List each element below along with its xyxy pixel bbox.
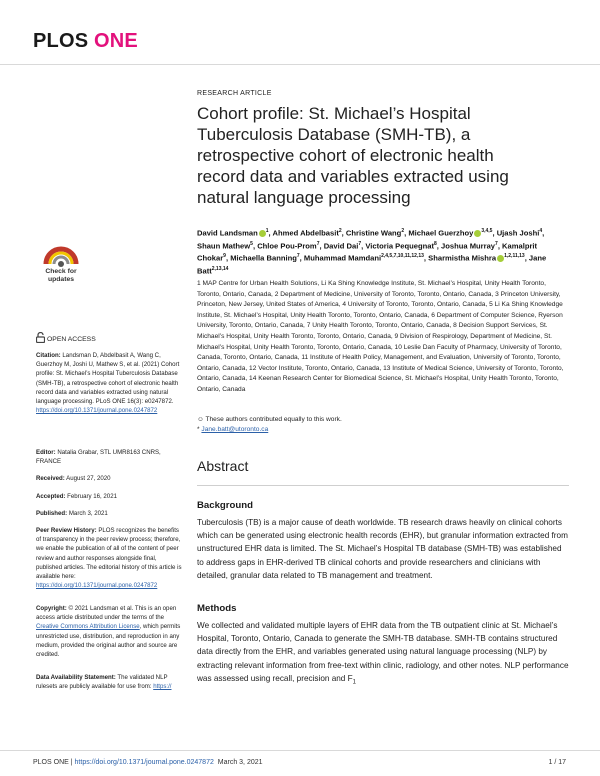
- author-separator: ,: [341, 228, 346, 238]
- author-affiliation-sup: 7: [495, 240, 498, 247]
- author-separator: ,: [299, 254, 304, 263]
- author-affiliation-sup: 4: [539, 228, 543, 234]
- header-divider: [0, 64, 600, 65]
- received-label: Received:: [36, 475, 65, 482]
- author-separator: ,: [436, 241, 441, 251]
- author-separator: ,: [225, 254, 231, 263]
- author-separator: ,: [268, 228, 273, 238]
- author-affiliation-sup: 7: [316, 240, 320, 247]
- citation-label: Citation:: [36, 352, 61, 359]
- author-separator: ,: [524, 254, 529, 263]
- author-name[interactable]: Sharmistha Mishra: [428, 254, 497, 263]
- author-affiliation-sup: 7: [296, 253, 300, 260]
- copyright-label: Copyright:: [36, 605, 67, 612]
- editor-text: Natalia Grabar, STL UMR8163 CNRS, FRANCE: [36, 449, 161, 466]
- open-access-label: OPEN ACCESS: [47, 336, 96, 343]
- published-label: Published:: [36, 510, 68, 517]
- data-availability-label: Data Availability Statement:: [36, 674, 116, 681]
- background-paragraph: Tuberculosis (TB) is a major cause of death worldwide. TB research draws heavily on clinical cohorts which can be generated using electronic health records (EHR), but granular information extracted from unstructured EHR data is limited. The St. Michael’s Hospital TB database (SMH-TB) was established to address gaps in EHR-derived TB clinical cohorts and provide researchers and clinicians with detailed, granular data related to TB management and treatment.: [197, 518, 568, 580]
- author-name[interactable]: Christine Wang: [345, 228, 402, 238]
- author-separator: ,: [404, 228, 409, 238]
- copyright-text-2: , which permits unrestricted use, distribution, and reproduction in any medium, provided the original author and source are credited.: [36, 623, 181, 659]
- footer-separator: |: [70, 759, 73, 766]
- journal-logo[interactable]: [33, 30, 138, 53]
- author-affiliation-sup: 2,4,5,7,10,11,12,13: [381, 253, 424, 260]
- equal-contribution-icon: ☺: [197, 416, 204, 423]
- methods-paragraph: [197, 619, 569, 690]
- affiliations: 1 MAP Centre for Urban Health Solutions, Li Ka Shing Knowledge Institute, St. Michael’s Hospital, Unity Health Toronto, Toronto, Ontario, Canada, 2 Department of Medicine, University of Toronto, Toronto, Ontario, Canada, 3 Princeton University, Princeton, New Jersey, United States of America, 4 University of Toronto, Toronto, Ontario, Canada, 5 Li Ka Shing Knowledge Institute, St. Michael’s Hospital, Unity Health Toronto, Toronto, Ontario, Canada, 6 Department of Computer Science, Ryerson University, Toronto, Ontario, Canada, 7 Unity Health Toronto, Toronto, Ontario, Canada, 8 Decision Support Services, St. Michael’s Hospital, Unity Health Toronto, Toronto, Ontario, Canada, 9 Division of Respirology, Department of Medicine, St. Michael’s Hospital, Unity Health Toronto, Toronto, Ontario, Canada, 10 Leslie Dan Faculty of Pharmacy, University of Toronto, Canada, Toronto, Ontario, Canada, 11 Institute of Health Policy, Management, and Evaluation, University of Toronto, Toronto, Ontario, Canada, 12 Vector Institute, Toronto, Ontario, Canada, 13 Institute of Medical Science, University of Toronto, Toronto, Ontario, Canada, 14 Keenan Research Center for Biomedical Science, St. Michael’s Hospital, Unity Health Toronto, Toronto, Ontario, Canada: [197, 280, 564, 393]
- author-separator: ,: [361, 241, 366, 251]
- journal-name-part2: ONE: [94, 30, 138, 52]
- author-name[interactable]: Michael Guerzhoy: [408, 228, 474, 238]
- accepted-block: [36, 492, 184, 501]
- author-separator: ,: [492, 228, 497, 238]
- license-link[interactable]: Creative Commons Attribution License: [36, 623, 140, 631]
- abstract-heading: Abstract: [197, 458, 249, 474]
- peer-review-link[interactable]: https://doi.org/10.1371/journal.pone.0247872: [36, 582, 158, 590]
- author-list: [197, 226, 569, 277]
- orcid-icon[interactable]: [259, 230, 266, 237]
- author-name[interactable]: Victoria Pequegnat: [365, 241, 434, 251]
- author-affiliation-sup: 1,2,11,13: [504, 253, 525, 260]
- author-affiliation-sup: 1: [265, 228, 269, 234]
- author-affiliation-sup: 9: [223, 253, 226, 260]
- equal-contribution-note: [197, 415, 569, 425]
- citation-link[interactable]: https://doi.org/10.1371/journal.pone.0247872: [36, 407, 158, 415]
- peer-review-text: PLOS recognizes the benefits of transparency in the peer review process; therefore, we enable the publication of all of the content of peer review and author responses alongside final, published articles. The editorial history of this article is available here:: [36, 527, 182, 581]
- author-separator: ,: [497, 241, 503, 251]
- check-for-updates-icon[interactable]: [36, 240, 86, 268]
- author-separator: ,: [542, 228, 545, 238]
- received-block: [36, 474, 184, 483]
- footer-citation: [33, 759, 263, 766]
- page-number: 1 / 17: [548, 759, 566, 766]
- editor-block: [36, 448, 184, 466]
- author-name[interactable]: Joshua Murray: [441, 241, 496, 251]
- citation-text: Landsman D, Abdelbasit A, Wang C, Guerzhoy M, Joshi U, Mathew S, et al. (2021) Cohort profile: St. Michael’s Hospital Tuberculosis Database (SMH-TB), a retrospective cohort of electronic health record data and variables extracted using natural language processing. PLoS ONE 16(3): e0247872.: [36, 352, 180, 406]
- corresponding-email: [197, 425, 569, 435]
- methods-heading: Methods: [197, 603, 237, 614]
- author-affiliation-sup: 8: [433, 240, 437, 247]
- author-affiliation-sup: 2,13,14: [211, 266, 229, 273]
- author-name[interactable]: David Landsman: [197, 228, 258, 238]
- footer-divider: [0, 750, 600, 751]
- citation-block: [36, 351, 184, 415]
- corresponding-marker: *: [197, 426, 200, 433]
- author-notes: [197, 415, 569, 435]
- author-separator: ,: [423, 254, 429, 263]
- check-label-line1: Check for: [45, 268, 77, 275]
- open-access-badge: [36, 332, 96, 343]
- author-affiliation-sup: 2: [338, 228, 342, 234]
- article-title: Cohort profile: St. Michael’s Hospital Tuberculosis Database (SMH-TB), a retrospective cohort of electronic health record data and variables extracted using natural language processing: [197, 104, 509, 207]
- data-availability-text: The validated NLP rulesets are publicly available for use from:: [36, 674, 168, 691]
- accepted-label: Accepted:: [36, 493, 66, 500]
- author-separator: ,: [319, 241, 324, 251]
- author-name[interactable]: Chloe Pou-Prom: [257, 241, 317, 251]
- editor-label: Editor:: [36, 449, 56, 456]
- footer-journal: PLOS ONE: [33, 759, 69, 766]
- footer-date: March 3, 2021: [217, 759, 263, 766]
- background-heading: Background: [197, 500, 253, 511]
- equal-contribution-text: These authors contributed equally to this work.: [205, 416, 342, 423]
- author-affiliation-sup: 2: [401, 228, 405, 234]
- author-name[interactable]: Michaella Banning: [230, 254, 297, 263]
- methods-subscript: 1: [352, 679, 356, 686]
- open-lock-icon: [36, 332, 45, 343]
- copyright-text-1: © 2021 Landsman et al. This is an open access article distributed under the terms of the: [36, 605, 177, 622]
- author-name[interactable]: Ujash Joshi: [496, 228, 540, 238]
- abstract-divider: [197, 485, 569, 486]
- peer-review-block: [36, 526, 184, 590]
- article-type: RESEARCH ARTICLE: [197, 90, 272, 97]
- author-separator: ,: [252, 241, 258, 251]
- author-name[interactable]: Muhammad Mamdani: [303, 254, 382, 263]
- peer-review-label: Peer Review History:: [36, 527, 97, 534]
- author-name[interactable]: Shaun Mathew: [197, 241, 251, 251]
- corresponding-email-link[interactable]: Jane.batt@utoronto.ca: [201, 426, 269, 433]
- published-date: March 3, 2021: [68, 510, 108, 517]
- data-availability-link[interactable]: https://: [153, 683, 172, 691]
- accepted-date: February 16, 2021: [67, 493, 117, 500]
- check-for-updates-label[interactable]: [36, 268, 86, 284]
- author-name[interactable]: Kamalprit Chokar: [197, 241, 538, 263]
- check-label-line2: updates: [47, 276, 75, 283]
- author-affiliation-sup: 5: [250, 240, 253, 247]
- received-date: August 27, 2020: [66, 475, 111, 482]
- author-name[interactable]: David Dai: [323, 241, 359, 251]
- copyright-block: [36, 604, 184, 659]
- methods-text: We collected and validated multiple layers of EHR data from the TB outpatient clinic at St. Michael’s Hospital, Toronto, Ontario, Canada to generate the SMH-TB database. SMH-TB contains structured data directly from the EHR, and variables generated using natural language processing (NLP) by extracting relevant information from free-text within clinic, radiology, and other notes. NLP performance was assessed using recall, precision and F: [197, 621, 569, 683]
- data-availability-block: [36, 673, 184, 691]
- author-name[interactable]: Jane Batt: [197, 254, 547, 276]
- footer-doi-link[interactable]: https://doi.org/10.1371/journal.pone.0247872: [74, 759, 214, 766]
- author-affiliation-sup: 7: [358, 240, 362, 247]
- author-affiliation-sup: 3,4,5: [481, 228, 493, 234]
- journal-name-part1: PLOS: [33, 30, 89, 52]
- author-name[interactable]: Ahmed Abdelbasit: [272, 228, 339, 238]
- published-block: [36, 509, 184, 518]
